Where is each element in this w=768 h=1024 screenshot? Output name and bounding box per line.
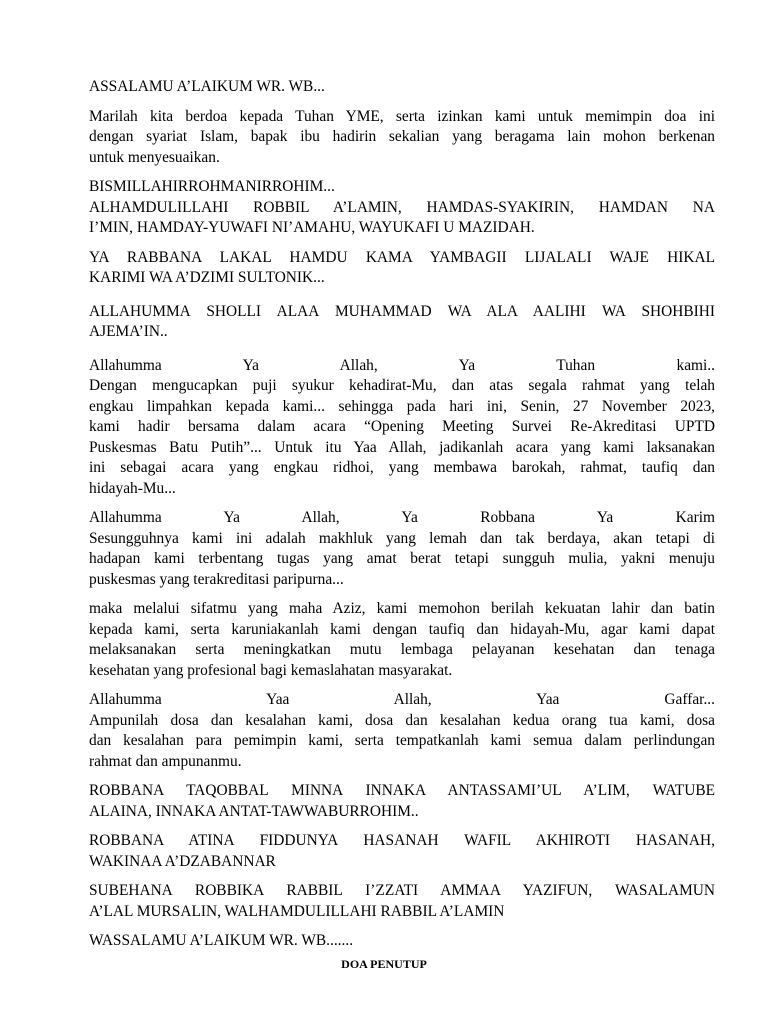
- paragraph: [89, 356, 715, 500]
- text-line: Sesungguhnya kami ini adalah makhluk yang lemah dan tak berdaya, akan tetapi di: [89, 529, 715, 547]
- text-line: AJEMA’IN..: [89, 323, 168, 340]
- text-line: ROBBANA ATINA FIDDUNYA HASANAH WAFIL AKHIROTI HASANAH,: [89, 832, 715, 849]
- text-line: A’LAL MURSALIN, WALHAMDULILLAHI RABBIL A’LAMIN: [89, 902, 505, 920]
- text-line: YA RABBANA LAKAL HAMDU KAMA YAMBAGII LIJALALI WAJE HIKAL: [89, 248, 715, 266]
- text-line: hadapan kami terbentang tugas yang amat berat tetapi sungguh mulia, yakni menuju: [89, 550, 715, 567]
- text-line: WAKINAA A’DZABANNAR: [89, 852, 276, 870]
- text-line: engkau limpahkan kepada kami... sehingga pada hari ini, Senin, 27 November 2023,: [89, 397, 715, 415]
- paragraph: [89, 107, 715, 169]
- text-line: kesehatan yang profesional bagi kemaslahatan masyarakat.: [89, 661, 453, 679]
- paragraph: [89, 177, 715, 239]
- paragraph: [89, 248, 715, 289]
- text-line: Allahumma Ya Allah, Ya Tuhan kami..: [89, 356, 715, 374]
- text-line: melaksanakan serta meningkatkan mutu lembaga pelayanan kesehatan dan tenaga: [89, 641, 715, 658]
- text-line: Puskesmas Batu Putih”... Untuk itu Yaa Allah, jadikanlah acara yang kami laksanakan: [89, 438, 715, 456]
- text-line: dengan syariat Islam, bapak ibu hadirin sekalian yang beragama lain mohon berkenan: [89, 128, 715, 145]
- text-line: BISMILLAHIRROHMANIRROHIM...: [89, 178, 335, 195]
- text-line: ini sebagai acara yang engkau ridhoi, yang membawa barokah, rahmat, taufiq dan: [89, 459, 715, 476]
- text-line: ASSALAMU A’LAIKUM WR. WB...: [89, 78, 325, 95]
- text-line: Ampunilah dosa dan kesalahan kami, dosa dan kesalahan kedua orang tua kami, dosa: [89, 711, 715, 729]
- document-body: [89, 77, 715, 952]
- text-line: puskesmas yang terakreditasi paripurna...: [89, 570, 344, 588]
- paragraph: [89, 302, 715, 343]
- text-line: ALHAMDULILLAHI ROBBIL A’LAMIN, HAMDAS-SYAKIRIN, HAMDAN NA: [89, 198, 715, 216]
- paragraph: [89, 931, 715, 952]
- text-line: WASSALAMU A’LAIKUM WR. WB.......: [89, 932, 354, 949]
- paragraph: [89, 831, 715, 872]
- text-line: hidayah-Mu...: [89, 479, 176, 497]
- text-line: ROBBANA TAQOBBAL MINNA INNAKA ANTASSAMI’UL A’LIM, WATUBE: [89, 782, 715, 799]
- text-line: Allahumma Ya Allah, Ya Robbana Ya Karim: [89, 509, 715, 526]
- paragraph: [89, 599, 715, 681]
- paragraph: [89, 881, 715, 922]
- text-line: Allahumma Yaa Allah, Yaa Gaffar...: [89, 691, 715, 708]
- text-line: KARIMI WA A’DZIMI SULTONIK...: [89, 269, 325, 286]
- text-line: SUBEHANA ROBBIKA RABBIL I’ZZATI AMMAA YAZIFUN, WASALAMUN: [89, 882, 715, 899]
- paragraph: [89, 508, 715, 590]
- paragraph: [89, 77, 715, 98]
- text-line: dan kesalahan para pemimpin kami, serta tempatkanlah kami semua dalam perlindungan: [89, 732, 715, 749]
- text-line: untuk menyesuaikan.: [89, 148, 220, 166]
- text-line: kepada kami, serta karuniakanlah kami dengan taufiq dan hidayah-Mu, agar kami dapat: [89, 620, 715, 638]
- text-line: maka melalui sifatmu yang maha Aziz, kami memohon berilah kekuatan lahir dan batin: [89, 600, 715, 617]
- text-line: I’MIN, HAMDAY-YUWAFI NI’AMAHU, WAYUKAFI U MAZIDAH.: [89, 219, 535, 236]
- text-line: ALAINA, INNAKA ANTAT-TAWWABURROHIM..: [89, 802, 419, 820]
- paragraph: [89, 690, 715, 772]
- text-line: Dengan mengucapkan puji syukur kehadirat-Mu, dan atas segala rahmat yang telah: [89, 377, 715, 394]
- text-line: rahmat dan ampunanmu.: [89, 752, 242, 770]
- document-footer-title: DOA PENUTUP: [341, 957, 427, 971]
- paragraph: [89, 781, 715, 822]
- text-line: Marilah kita berdoa kepada Tuhan YME, serta izinkan kami untuk memimpin doa ini: [89, 107, 715, 125]
- text-line: kami hadir bersama dalam acara “Opening Meeting Survei Re-Akreditasi UPTD: [89, 418, 715, 435]
- text-line: ALLAHUMMA SHOLLI ALAA MUHAMMAD WA ALA AALIHI WA SHOHBIHI: [89, 302, 715, 320]
